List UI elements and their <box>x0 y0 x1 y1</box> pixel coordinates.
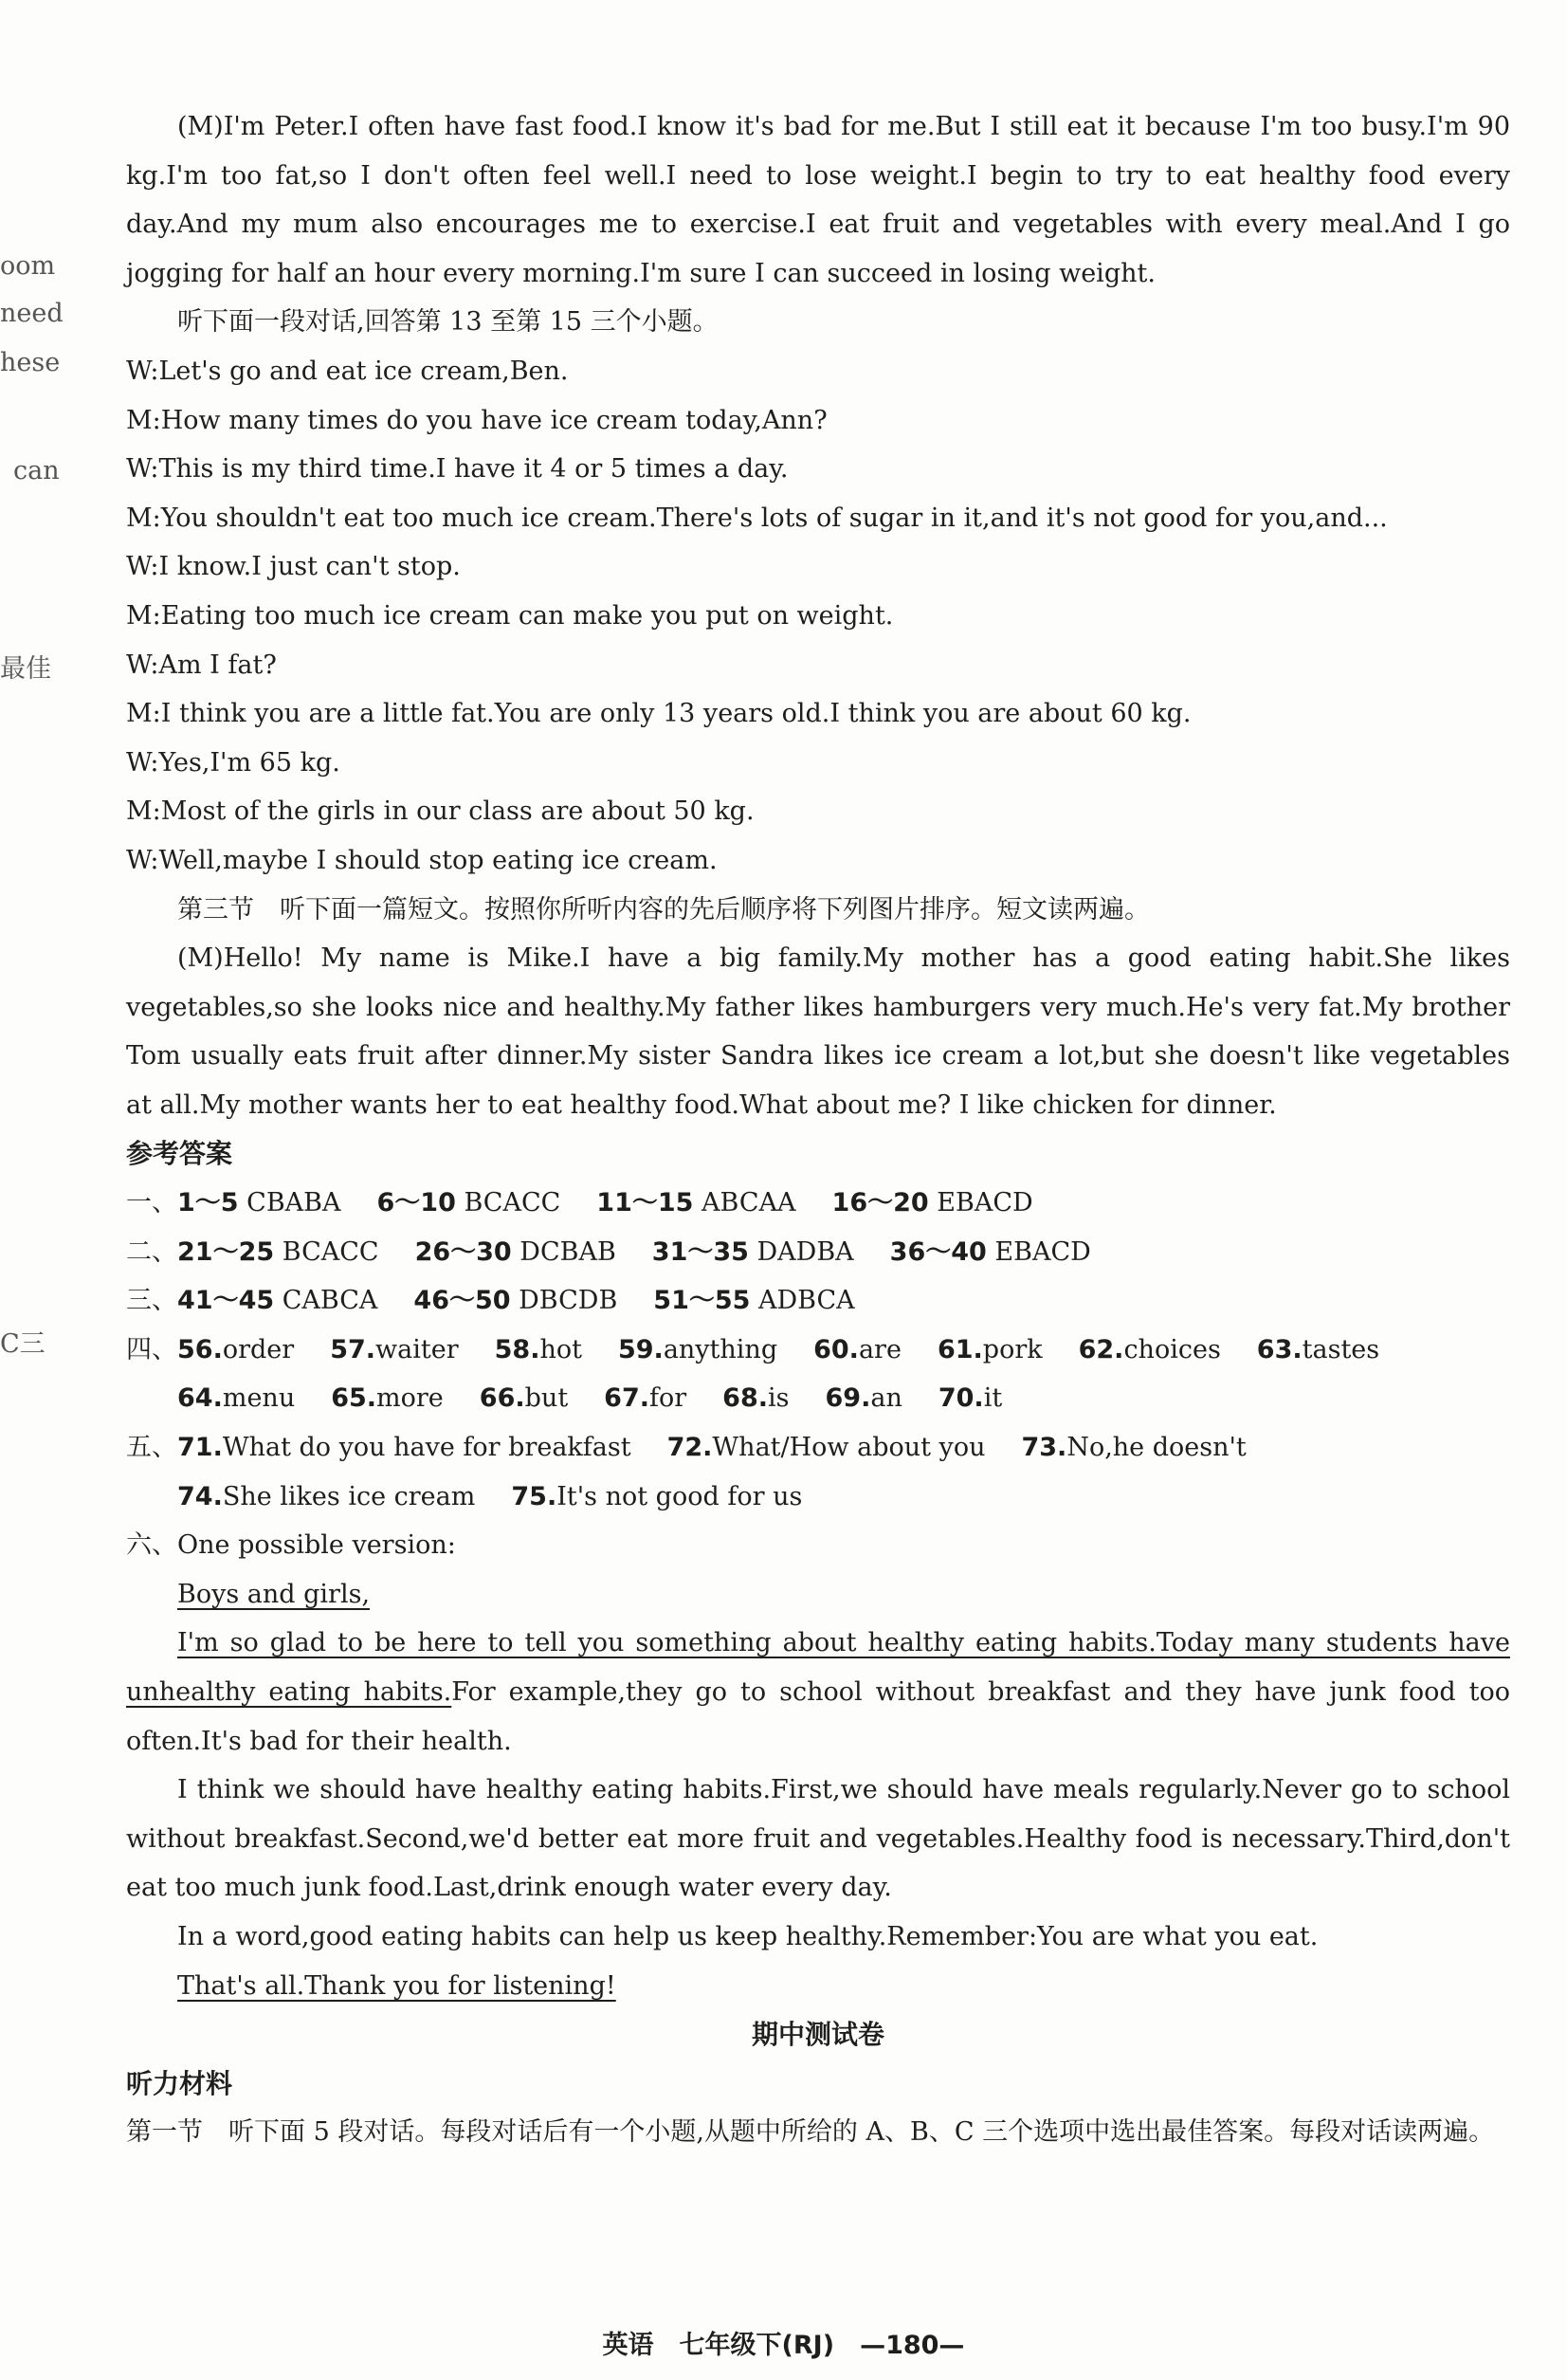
answer-item <box>377 1179 561 1228</box>
answer-row <box>126 1473 1510 1522</box>
answer-item <box>511 1473 802 1522</box>
dialog <box>126 347 1510 886</box>
question-number: 61. <box>937 1334 983 1364</box>
answer-item <box>1021 1423 1246 1473</box>
answer-item <box>826 1374 902 1423</box>
answer-row <box>126 1228 1510 1277</box>
answer-item <box>480 1374 568 1423</box>
answer-item <box>330 1326 458 1375</box>
answer-item <box>596 1179 795 1228</box>
answer-item <box>126 1423 631 1473</box>
dialog-intro: 听下面一段对话,回答第 13 至第 15 三个小题。 <box>177 307 719 338</box>
dialog-line: W:Well,maybe I should stop eating ice cream. <box>126 845 718 875</box>
section-number: 三、 <box>126 1286 177 1316</box>
question-number: 6～10 <box>376 1188 456 1218</box>
answer-row <box>126 1374 1510 1423</box>
answer-item <box>177 1374 295 1423</box>
answer-text: for <box>649 1383 687 1414</box>
listening-heading: 听力材料 <box>126 2067 233 2099</box>
answer-text: anything <box>663 1334 778 1364</box>
answer-item <box>126 1228 379 1277</box>
answer-text: waiter <box>375 1334 459 1364</box>
question-number: 72. <box>666 1433 713 1463</box>
question-number: 36～40 <box>889 1236 987 1267</box>
question-number: 63. <box>1256 1334 1303 1364</box>
answer-text: is <box>768 1383 790 1414</box>
answer-text: order <box>222 1334 295 1364</box>
answer-item <box>1257 1326 1379 1375</box>
section3-intro: 第三节 听下面一篇短文。按照你所听内容的先后顺序将下列图片排序。短文读两遍。 <box>177 894 1150 925</box>
answer-text: pork <box>982 1334 1043 1364</box>
answer-text: are <box>858 1334 902 1364</box>
question-number: 64. <box>177 1383 223 1414</box>
question-number: 60. <box>813 1334 859 1364</box>
answer-item <box>177 1473 475 1522</box>
answer-text: more <box>376 1383 444 1414</box>
essay-paragraph-3: In a word,good eating habits can help us keep healthy.Remember:You are what you eat. <box>177 1921 1319 1951</box>
answer-item <box>331 1374 444 1423</box>
question-number: 46～50 <box>413 1286 511 1316</box>
question-number: 62. <box>1078 1334 1124 1364</box>
answer-row <box>126 1326 1510 1375</box>
dialog-line: W:I know.I just can't stop. <box>126 552 461 582</box>
question-number: 11～15 <box>596 1188 694 1218</box>
margin-fragment: need <box>0 299 64 328</box>
question-number: 70. <box>938 1383 984 1414</box>
question-number: 1～5 <box>177 1188 239 1218</box>
dialog-line: W:Am I fat? <box>126 650 277 680</box>
answer-item <box>415 1228 616 1277</box>
margin-fragment: oom <box>0 251 56 281</box>
answer-item <box>813 1326 902 1375</box>
answer-row <box>126 1423 1510 1473</box>
answer-key <box>126 1179 1510 1521</box>
question-number: 74. <box>177 1481 223 1511</box>
question-number: 51～55 <box>653 1286 751 1316</box>
section-number: 四、 <box>126 1334 177 1364</box>
question-number: 66. <box>479 1383 525 1414</box>
question-number: 73. <box>1021 1433 1067 1463</box>
answer-item <box>652 1228 854 1277</box>
dialog-line: M:Eating too much ice cream can make you put on weight. <box>126 600 894 631</box>
dialog-line: M:Most of the girls in our class are about 50 kg. <box>126 796 755 827</box>
section-number: 二、 <box>126 1236 177 1267</box>
answer-text: She likes ice cream <box>222 1481 476 1511</box>
answer-text: What do you have for breakfast <box>222 1433 631 1463</box>
answer-item <box>126 1179 341 1228</box>
midterm-title: 期中测试卷 <box>751 2019 884 2051</box>
section1-instructions: 第一节 听下面 5 段对话。每段对话后有一个小题,从题中所给的 A、B、C 三个选项中选出最佳答案。每段对话读两遍。 <box>126 2117 1495 2148</box>
passage-peter: (M)I'm Peter.I often have fast food.I know it's bad for me.But I still eat it because I'm too busy.I'm 90 kg.I'm too fat,so I don't often feel well.I need to lose weight.I begin to try to eat healthy food every day.And my mum also encourages me to exercise.I eat fruit and vegetables with every meal.And I go jogging for half an hour every morning.I'm sure I can succeed in losing weight. <box>126 112 1510 288</box>
answer-text: It's not good for us <box>556 1481 803 1511</box>
question-number: 75. <box>511 1481 557 1511</box>
margin-fragment: C三 <box>0 1329 46 1359</box>
answer-item <box>126 1276 377 1326</box>
dialog-line: W:Let's go and eat ice cream,Ben. <box>126 356 569 386</box>
essay-closing: That's all.Thank you for listening! <box>177 1970 616 2001</box>
answer-item <box>653 1276 854 1326</box>
answer-text: menu <box>222 1383 296 1414</box>
question-number: 59. <box>617 1334 664 1364</box>
document-page <box>126 102 1510 2157</box>
answer-text: hot <box>539 1334 582 1364</box>
answer-text: ABCAA <box>693 1188 796 1218</box>
question-number: 58. <box>494 1334 540 1364</box>
answer-item <box>722 1374 789 1423</box>
section-number: 一、 <box>126 1188 177 1218</box>
dialog-line: W:This is my third time.I have it 4 or 5 times a day. <box>126 454 789 485</box>
answer-text: but <box>524 1383 569 1414</box>
answer-text: CBABA <box>238 1188 341 1218</box>
answer-row <box>126 1179 1510 1228</box>
answer-text: EBACD <box>986 1236 1091 1267</box>
answer-text: choices <box>1123 1334 1221 1364</box>
answer-text: No,he doesn't <box>1066 1433 1247 1463</box>
question-number: 67. <box>604 1383 650 1414</box>
question-number: 68. <box>722 1383 769 1414</box>
answer-text: DCBAB <box>511 1236 616 1267</box>
essay-paragraph-2: I think we should have healthy eating habits.First,we should have meals regularly.Never go to school without breakfast.Second,we'd better eat more fruit and vegetables.Healthy food is necessary.Third,don't eat too much junk food.Last,drink enough water every day. <box>126 1775 1510 1903</box>
essay-underlined-text: I'm so glad to be here to tell you something about healthy eating habits.Today many students have unhealthy eating habits. <box>126 1628 1510 1707</box>
answer-item <box>495 1326 582 1375</box>
answer-item <box>938 1326 1043 1375</box>
question-number: 69. <box>825 1383 871 1414</box>
answer-text: an <box>870 1383 902 1414</box>
answer-text: BCACC <box>274 1236 379 1267</box>
essay-salutation: Boys and girls, <box>177 1579 371 1609</box>
question-number: 56. <box>177 1334 223 1364</box>
answer-text: BCACC <box>455 1188 561 1218</box>
answer-row <box>126 1276 1510 1326</box>
margin-fragment: can <box>13 456 60 485</box>
answer-item <box>667 1423 986 1473</box>
page-footer: 英语 七年级下(RJ) —180— <box>602 2331 965 2360</box>
answer-item <box>890 1228 1091 1277</box>
answer-text: EBACD <box>928 1188 1033 1218</box>
question-number: 65. <box>331 1383 377 1414</box>
question-number: 57. <box>330 1334 376 1364</box>
answer-item <box>832 1179 1033 1228</box>
dialog-line: M:You shouldn't eat too much ice cream.There's lots of sugar in it,and it's not good for you,and... <box>126 503 1388 533</box>
answer-item <box>618 1326 777 1375</box>
answer-text: CABCA <box>274 1286 378 1316</box>
margin-fragment: 最佳 <box>0 654 51 684</box>
answer-item <box>604 1374 686 1423</box>
dialog-line: W:Yes,I'm 65 kg. <box>126 747 340 778</box>
answer-text: What/How about you <box>712 1433 986 1463</box>
dialog-line: M:How many times do you have ice cream today,Ann? <box>126 405 828 435</box>
dialog-line: M:I think you are a little fat.You are only 13 years old.I think you are about 60 kg. <box>126 699 1192 729</box>
answer-item <box>126 1326 294 1375</box>
question-number: 21～25 <box>177 1236 275 1267</box>
essay-intro: 六、One possible version: <box>126 1530 456 1561</box>
margin-fragment: hese <box>0 348 61 377</box>
question-number: 41～45 <box>177 1286 275 1316</box>
answer-item <box>938 1374 1002 1423</box>
question-number: 31～35 <box>651 1236 749 1267</box>
question-number: 26～30 <box>414 1236 512 1267</box>
section-number: 五、 <box>126 1433 177 1463</box>
answer-text: tastes <box>1302 1334 1380 1364</box>
answer-text: DADBA <box>748 1236 854 1267</box>
answer-text: ADBCA <box>750 1286 855 1316</box>
answer-text: it <box>983 1383 1003 1414</box>
answer-item <box>413 1276 617 1326</box>
passage-mike: (M)Hello! My name is Mike.I have a big family.My mother has a good eating habit.She likes vegetables,so she looks nice and healthy.My father likes hamburgers very much.He's very fat.My brother Tom usually eats fruit after dinner.My sister Sandra likes ice cream a lot,but she doesn't like vegetables at all.My mother wants her to eat healthy food.What about me? I like chicken for dinner. <box>126 943 1510 1120</box>
question-number: 71. <box>177 1433 223 1463</box>
answers-heading: 参考答案 <box>126 1138 233 1170</box>
question-number: 16～20 <box>831 1188 929 1218</box>
answer-item <box>1079 1326 1221 1375</box>
essay-paragraph-1: I'm so glad to be here to tell you something about healthy eating habits.Today many students have unhealthy eating habits.For example,they go to school without breakfast and they have junk food too often.It's bad for their health. <box>126 1628 1510 1756</box>
answer-text: DBCDB <box>510 1286 618 1316</box>
